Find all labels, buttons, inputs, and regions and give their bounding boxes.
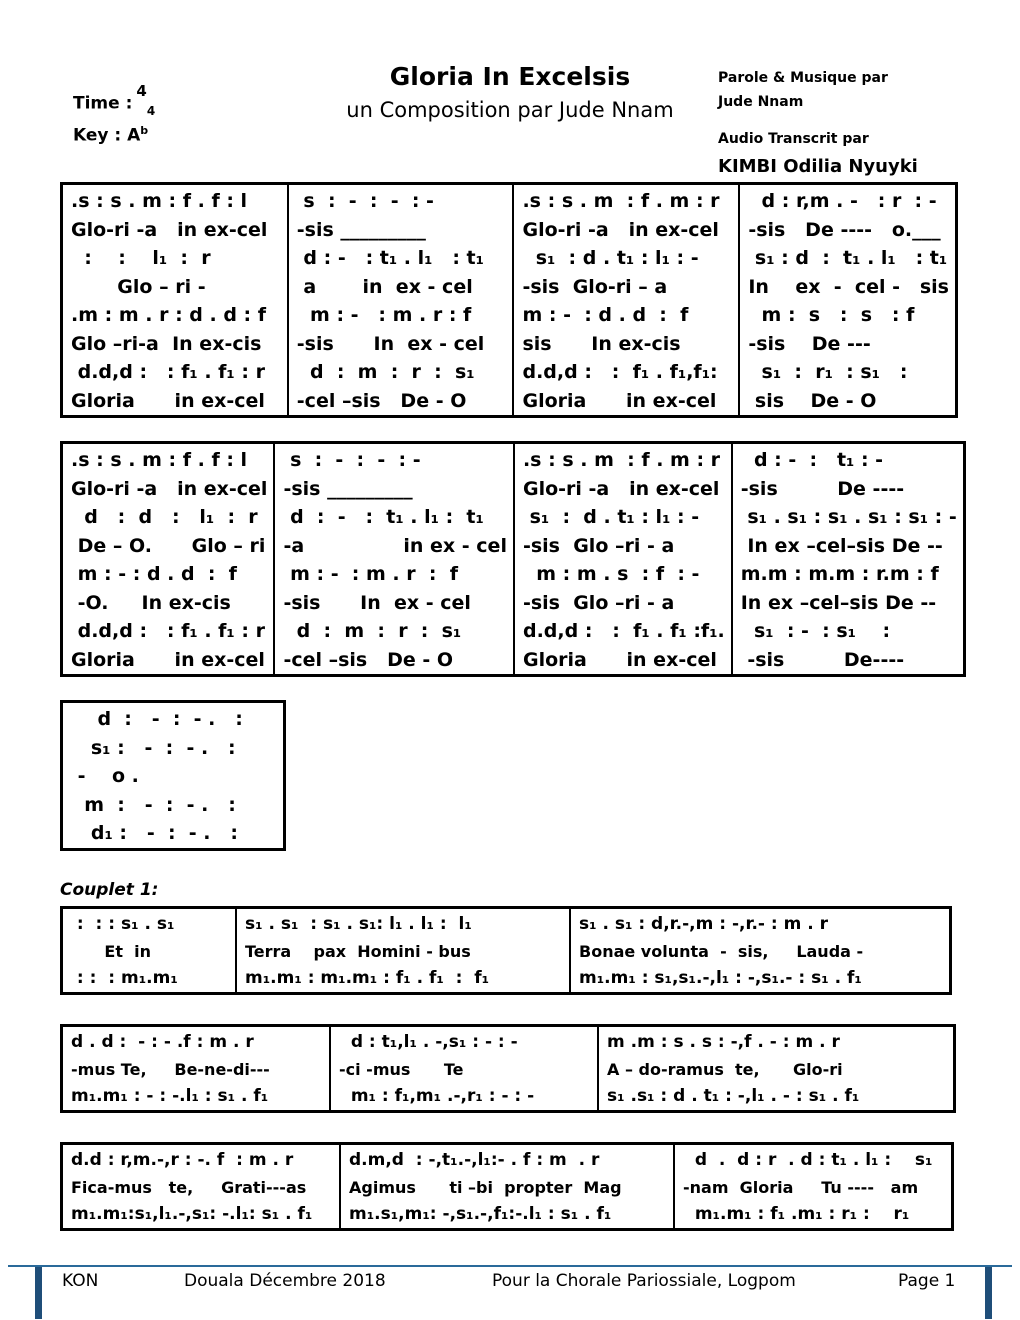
lyric-line: In ex –cel–sis De -- [740, 591, 937, 614]
lyric-line: Gloria in ex-cel [71, 389, 265, 412]
note-line: s₁ .s₁ : d . t₁ : -,l₁ . - : s₁ . f₁ [607, 1086, 860, 1106]
lyric-line: -a in ex - cel [283, 534, 507, 557]
note-line: d₁ : - : - . : [71, 822, 238, 844]
note-line: m₁.m₁ : - : -.l₁ : s₁ . f₁ [71, 1086, 269, 1106]
note-line: d : - : - . : [71, 708, 243, 730]
note-line: : : : s₁ . s₁ [71, 914, 175, 934]
measure-cell [62, 1026, 331, 1112]
note-line: s : - : - : - [296, 190, 434, 212]
measure-cell [674, 1144, 953, 1230]
lyric-line: -sis De --- [748, 332, 871, 355]
measure-cell [274, 443, 514, 676]
note-line: : : l₁ : r [71, 247, 211, 269]
note-line: .s : s . m : f . m : r [522, 190, 720, 212]
lyric-line: -sis Glo –ri - a [522, 534, 675, 557]
note-line: s₁ . s₁ : s₁ . s₁ : s₁ : - [740, 506, 957, 528]
lyric-line: Bonae volunta - sis, Lauda - [579, 942, 864, 961]
note-line: .m : m . r : d . d : f [71, 304, 267, 326]
score-section-2 [60, 441, 966, 677]
lyric-line: Glo-ri -a in ex-cel [522, 477, 720, 500]
lyric-line: -sis De ---- o.___ [748, 218, 941, 241]
measure-cell [62, 908, 237, 994]
note-line: m₁.m₁ : m₁.m₁ : f₁ . f₁ : f₁ [245, 968, 490, 988]
measure-cell [732, 443, 965, 676]
note-line: s : - : - : - [283, 449, 421, 471]
coda-box [60, 700, 286, 851]
lyric-line: Et in [71, 942, 152, 961]
lyric-line: a in ex - cel [296, 275, 473, 298]
note-line: m : - : m . r : f [283, 563, 458, 585]
lyric-line: -sis In ex - cel [283, 591, 471, 614]
note-line: s₁ : d : t₁ . l₁ : t₁ [748, 247, 948, 269]
measure-row [62, 1144, 953, 1230]
lyric-line: Glo –ri-a In ex-cis [71, 332, 262, 355]
note-line: m : - : d . d : f [71, 563, 237, 585]
measure-cell [330, 1026, 598, 1112]
footer-choir: Pour la Chorale Pariossiale, Logpom [492, 1271, 796, 1291]
page-number: Page 1 [898, 1271, 956, 1291]
composer-name: Jude Nnam [718, 94, 804, 110]
lyric-line: -mus Te, Be-ne-di--- [71, 1060, 270, 1079]
time-label: Time : [73, 93, 133, 114]
note-line: m₁.m₁ : f₁ .m₁ : r₁ : r₁ [683, 1204, 910, 1224]
note-line: - o . [71, 765, 139, 787]
note-line: d : t₁,l₁ . -,s₁ : - : - [339, 1032, 518, 1052]
note-line: m : - : - . : [71, 793, 236, 816]
measure-row [62, 908, 951, 994]
lyric-line: -sis De ---- [740, 477, 905, 500]
note-line: d.d,d : : f₁ . f₁,f₁: [522, 361, 718, 383]
lyric-line: sis De - O [748, 389, 877, 412]
measure-row [62, 702, 285, 850]
words-music-label: Parole & Musique par [718, 70, 888, 86]
key-flat: b [140, 124, 149, 137]
note-line: d . d : - : - .f : m . r [71, 1032, 254, 1052]
measure-cell [570, 908, 951, 994]
note-line: m₁.s₁,m₁: -,s₁.-,f₁:-.l₁ : s₁ . f₁ [349, 1204, 612, 1224]
lyric-line: -nam Gloria Tu ---- am [683, 1178, 919, 1197]
measure-cell [513, 184, 739, 417]
time-top: 4 [136, 82, 147, 100]
lyric-line: Glo-ri -a in ex-cel [71, 477, 268, 500]
note-line: d : - : t₁ . l₁ : t₁ [283, 506, 484, 528]
note-line: s₁ . s₁ : s₁ . s₁: l₁ . l₁ : l₁ [245, 914, 472, 934]
measure-cell [62, 702, 285, 850]
note-line: d : - : t₁ : - [740, 449, 884, 471]
lyric-line: Agimus ti –bi propter Mag [349, 1178, 622, 1197]
note-line: d.d,d : : f₁ . f₁ : r [71, 361, 265, 383]
couplet-row-1 [60, 906, 952, 995]
couplet-row-2 [60, 1024, 956, 1113]
note-line: d.d,d : : f₁ . f₁ :f₁. [522, 620, 725, 642]
note-line: d : d : l₁ : r [71, 506, 258, 528]
measure-cell [288, 184, 514, 417]
key-label: Key : A [73, 125, 141, 146]
lyric-line: -sis De---- [740, 648, 905, 671]
transcriber-name: KIMBI Odilia Nyuyki [718, 156, 918, 177]
note-line: d : m : r : s₁ [296, 361, 475, 383]
lyric-line: Glo-ri -a in ex-cel [522, 218, 719, 241]
note-line: d : - : t₁ . l₁ : t₁ [296, 247, 484, 269]
lyric-line: -cel –sis De - O [283, 648, 454, 671]
lyric-line: -sis _________ [283, 477, 413, 500]
couplet-row-3 [60, 1142, 954, 1231]
lyric-line: sis In ex-cis [522, 332, 681, 355]
footer-left-bar [35, 1267, 42, 1319]
note-line: m₁ : f₁,m₁ .-,r₁ : - : - [339, 1086, 535, 1106]
note-line: d : r,m . - : r : - [748, 190, 937, 212]
note-line: d . d : r . d : t₁ . l₁ : s₁ [683, 1150, 933, 1170]
page-title: Gloria In Excelsis [389, 62, 631, 91]
measure-cell [62, 443, 275, 676]
measure-cell [236, 908, 570, 994]
lyric-line: -sis Glo –ri - a [522, 591, 675, 614]
lyric-line: -ci -mus Te [339, 1060, 464, 1079]
measure-row [62, 443, 965, 676]
footer-place-date: Douala Décembre 2018 [184, 1271, 386, 1291]
note-line: .s : s . m : f . f : l [71, 449, 248, 471]
lyric-line: -sis _________ [296, 218, 426, 241]
time-signature [73, 82, 156, 119]
note-line: m.m : m.m : r.m : f [740, 563, 939, 585]
measure-cell [62, 1144, 341, 1230]
footer-rule [8, 1265, 1012, 1267]
transcribed-label: Audio Transcrit par [718, 131, 869, 147]
lyric-line: Gloria in ex-cel [522, 648, 717, 671]
note-line: s₁ : d . t₁ : l₁ : - [522, 247, 699, 269]
note-line: .s : s . m : f . m : r [522, 449, 721, 471]
note-line: s₁ . s₁ : d,r.-,m : -,r.- : m . r [579, 914, 828, 934]
note-line: .s : s . m : f . f : l [71, 190, 248, 212]
note-line: d : m : r : s₁ [283, 620, 462, 642]
lyric-line: Gloria in ex-cel [522, 389, 717, 412]
measure-cell [62, 184, 288, 417]
note-line: m : s : s : f [748, 304, 915, 326]
measure-cell [340, 1144, 674, 1230]
note-line: s₁ : - : - . : [71, 736, 236, 759]
measure-cell [514, 443, 732, 676]
note-line: d.d,d : : f₁ . f₁ : r [71, 620, 265, 642]
measure-cell [598, 1026, 955, 1112]
lyric-line: De – O. Glo – ri [71, 534, 266, 557]
lyric-line: Glo-ri -a in ex-cel [71, 218, 268, 241]
note-line: s₁ : - : s₁ : [740, 620, 891, 642]
lyric-line: -O. In ex-cis [71, 591, 231, 614]
time-bottom: 4 [146, 104, 156, 119]
note-line: s₁ : r₁ : s₁ : [748, 361, 908, 383]
footer-initials: KON [62, 1271, 99, 1291]
note-line: m : - : m . r : f [296, 304, 472, 326]
measure-row [62, 184, 957, 417]
lyric-line: Fica-mus te, Grati---as [71, 1178, 307, 1197]
note-line: m : m . s : f : - [522, 563, 700, 585]
note-line: : : : m₁.m₁ [71, 968, 178, 988]
lyric-line: -sis In ex - cel [296, 332, 485, 355]
page-subtitle: un Composition par Jude Nnam [346, 98, 674, 122]
lyric-line: -sis Glo-ri – a [522, 275, 668, 298]
note-line: m .m : s . s : -,f . - : m . r [607, 1032, 840, 1052]
note-line: d.m,d : -,t₁.-,l₁:- . f : m . r [349, 1150, 600, 1170]
note-line: d.d : r,m.-,r : -. f : m . r [71, 1150, 294, 1170]
note-line: m : - : d . d : f [522, 304, 689, 326]
lyric-line: Terra pax Homini - bus [245, 942, 471, 961]
measure-row [62, 1026, 955, 1112]
lyric-line: Glo – ri - [71, 275, 206, 298]
key-signature [73, 124, 148, 146]
lyric-line: In ex –cel–sis De -- [740, 534, 943, 557]
note-line: m₁.m₁ : s₁,s₁.-,l₁ : -,s₁.- : s₁ . f₁ [579, 968, 862, 988]
lyric-line: -cel –sis De - O [296, 389, 467, 412]
footer-right-bar [985, 1267, 992, 1319]
note-line: s₁ : d . t₁ : l₁ : - [522, 506, 700, 528]
lyric-line: In ex - cel - sis [748, 275, 949, 298]
score-section-1 [60, 182, 958, 418]
note-line: m₁.m₁:s₁,l₁.-,s₁: -.l₁: s₁ . f₁ [71, 1204, 313, 1224]
measure-cell [739, 184, 956, 417]
lyric-line: Gloria in ex-cel [71, 648, 265, 671]
lyric-line: A – do-ramus te, Glo-ri [607, 1060, 843, 1079]
couplet-label: Couplet 1: [60, 880, 159, 900]
